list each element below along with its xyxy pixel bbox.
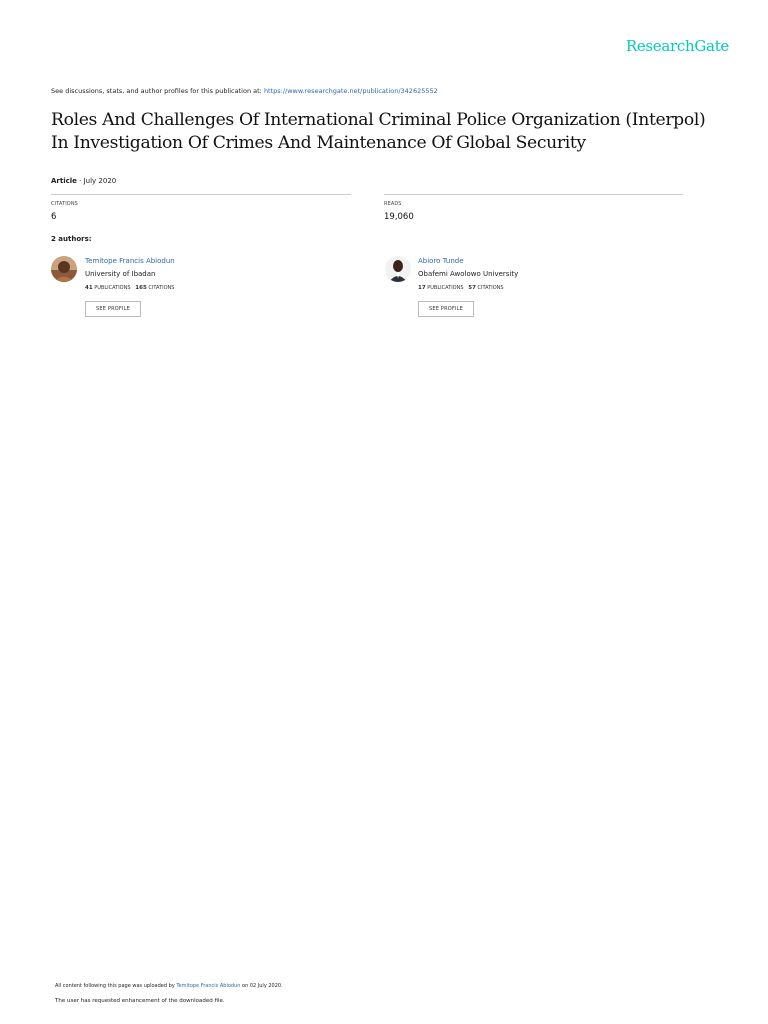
title-line-2: In Investigation Of Crimes And Maintenance Of Global Security — [51, 133, 586, 153]
publications-count: 17 — [418, 285, 426, 291]
upload-notice — [55, 983, 283, 989]
publications-count: 41 — [85, 285, 93, 291]
divider-right — [384, 194, 683, 195]
divider-left — [51, 194, 351, 195]
researchgate-logo[interactable]: ResearchGate — [625, 37, 729, 55]
upload-suffix: on 02 July 2020. — [240, 983, 283, 989]
upload-prefix: All content following this page was uploaded by — [55, 983, 177, 989]
author-institution: Obafemi Awolowo University — [418, 270, 519, 278]
publication-date: · July 2020 — [76, 177, 117, 185]
citations-count: 165 — [135, 285, 147, 291]
publication-title — [51, 109, 741, 155]
citations-label: CITATIONS — [51, 201, 78, 207]
citations-count: 57 — [468, 285, 476, 291]
uploader-link[interactable]: Temitope Francis Abiodun — [176, 983, 241, 989]
publications-label: PUBLICATIONS — [425, 285, 464, 291]
authors-label: 2 authors: — [51, 235, 92, 243]
citations-count-label: CITATIONS — [475, 285, 504, 291]
avatar-photo-icon — [51, 256, 77, 282]
reads-value: 19,060 — [384, 212, 414, 222]
see-profile-button[interactable]: SEE PROFILE — [418, 301, 474, 317]
publication-type: Article — [51, 177, 77, 185]
publication-meta — [51, 177, 116, 185]
author-avatar[interactable] — [51, 256, 77, 282]
enhancement-notice: The user has requested enhancement of the downloaded file. — [55, 998, 225, 1004]
author-stats — [85, 285, 174, 291]
see-profile-button[interactable]: SEE PROFILE — [85, 301, 141, 317]
avatar-photo-icon — [385, 256, 411, 282]
citations-value: 6 — [51, 212, 57, 222]
publications-label: PUBLICATIONS — [92, 285, 131, 291]
discussion-notice — [51, 87, 438, 95]
discussion-text: See discussions, stats, and author profiles for this publication at: — [51, 87, 264, 95]
reads-label: READS — [384, 201, 402, 207]
author-avatar[interactable] — [385, 256, 411, 282]
author-name-link[interactable]: Abioro Tunde — [418, 257, 464, 265]
author-name-link[interactable]: Temitope Francis Abiodun — [85, 257, 175, 265]
title-line-1: Roles And Challenges Of International Criminal Police Organization (Interpol) — [51, 110, 706, 130]
author-stats — [418, 285, 504, 291]
publication-link[interactable]: https://www.researchgate.net/publication/342625552 — [263, 87, 438, 95]
author-institution: University of Ibadan — [85, 270, 156, 278]
citations-count-label: CITATIONS — [146, 285, 175, 291]
